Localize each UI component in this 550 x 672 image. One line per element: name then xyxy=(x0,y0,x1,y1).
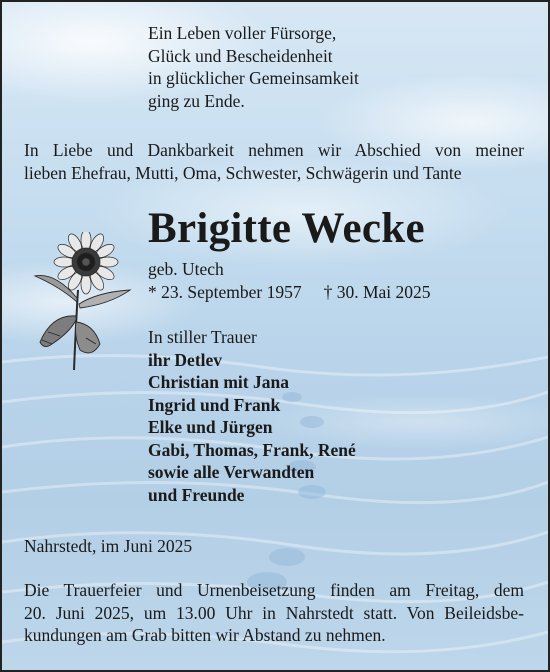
mourners-heading: In stiller Trauer xyxy=(148,327,257,347)
poem-line: Ein Leben voller Fürsorge, xyxy=(148,23,337,43)
birth-name: geb. Utech xyxy=(148,259,224,279)
memorial-poem xyxy=(148,22,359,112)
poem-line: ging zu Ende. xyxy=(148,90,245,111)
mourner-entry: Ingrid und Frank xyxy=(148,394,281,415)
intro-line: In Liebe und Dankbarkeit nehmen wir Abschied von meiner xyxy=(24,140,524,160)
mourner-entry: ihr Detlev xyxy=(148,349,223,370)
mourner-entry: Gabi, Thomas, Frank, René xyxy=(148,439,356,460)
service-line: 20. Juni 2025, um 13.00 Uhr in Nahrstedt statt. Von Beileidsbe- xyxy=(24,602,524,623)
funeral-service-info xyxy=(24,579,524,647)
service-line: Die Trauerfeier und Urnenbeisetzung finden am Freitag, dem xyxy=(24,580,524,600)
birth-date: * 23. September 1957 xyxy=(148,282,302,302)
deceased-name: Brigitte Wecke xyxy=(148,205,425,252)
death-date: † 30. Mai 2025 xyxy=(323,282,431,302)
mourners-list xyxy=(148,326,356,506)
mourner-entry: sowie alle Verwandten xyxy=(148,462,315,482)
place-date: Nahrstedt, im Juni 2025 xyxy=(24,536,193,556)
farewell-intro xyxy=(24,139,524,184)
poem-line: Glück und Bescheidenheit xyxy=(148,45,333,66)
poem-line: in glücklicher Gemeinsamkeit xyxy=(148,68,359,88)
life-dates xyxy=(148,281,431,304)
mourner-entry: und Freunde xyxy=(148,484,245,505)
mourner-entry: Christian mit Jana xyxy=(148,372,289,392)
service-line: kundungen am Grab bitten wir Abstand zu nehmen. xyxy=(24,625,386,645)
sunflower-illustration xyxy=(30,232,140,372)
mourner-entry: Elke und Jürgen xyxy=(148,417,273,437)
intro-line: lieben Ehefrau, Mutti, Oma, Schwester, Schwägerin und Tante xyxy=(24,162,462,183)
